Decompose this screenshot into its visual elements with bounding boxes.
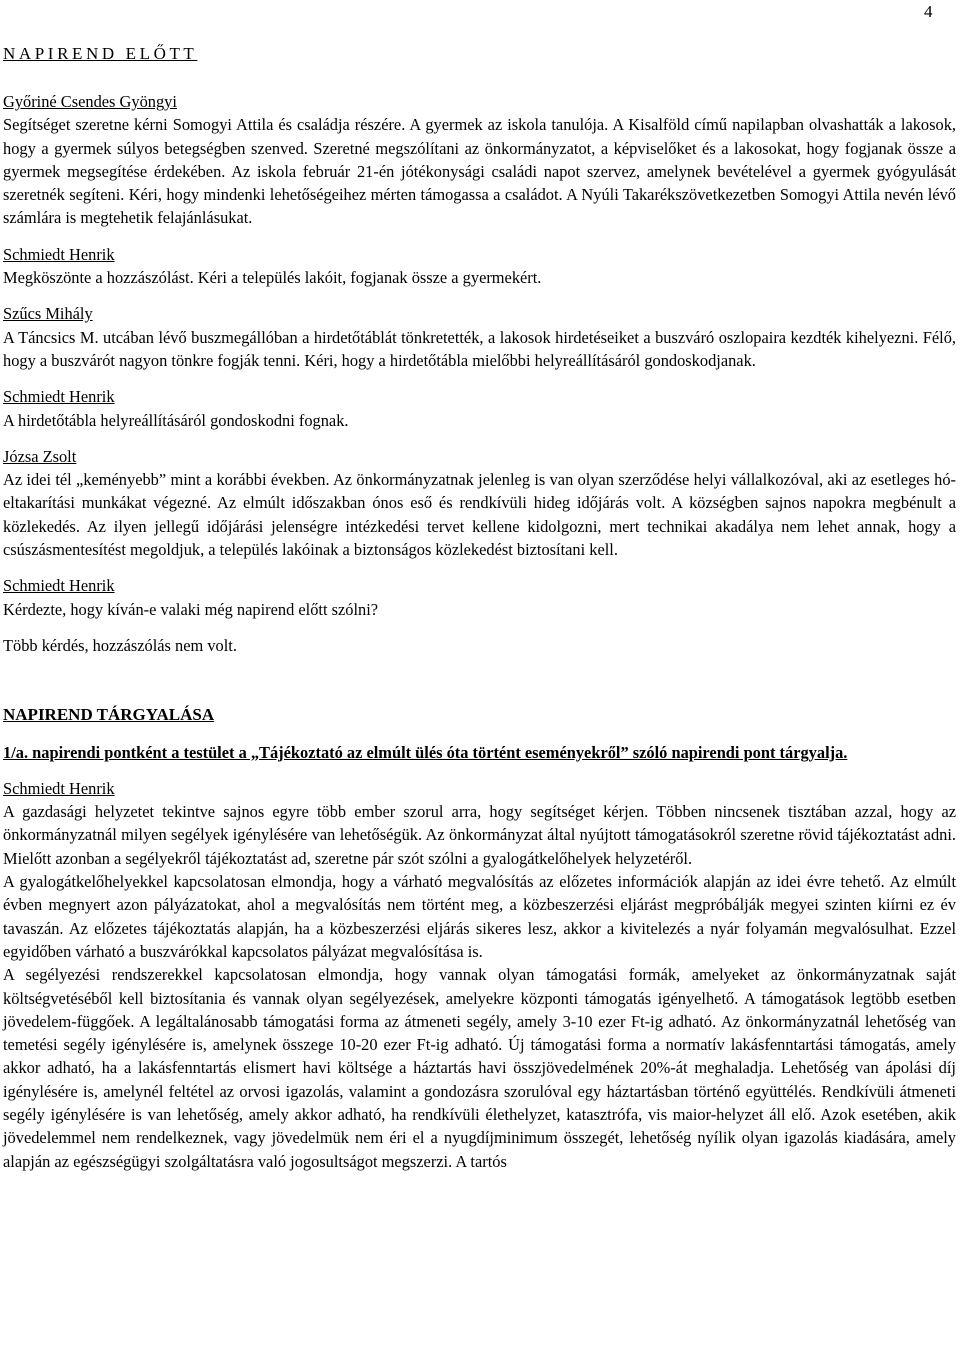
speaker-paragraph: A gazdasági helyzetet tekintve sajnos egyre több ember szorul arra, hogy segítséget kérjen. Többen nincsenek tisztában azzal, hogy az önkormányzatnál milyen segélyek igénylésére van lehetőségük. Az önkormányzat által nyújtott támogatásokról szeretne rövid tájékoztatást adni. Mielőtt azonban a segélyekről tájékoztatást ad, szeretne pár szót szólni a gyalogátkelőhelyek helyzetéről. xyxy=(3,802,956,868)
speaker-name: Schmiedt Henrik xyxy=(3,244,115,264)
agenda-item-title: 1/a. napirendi pontként a testület a „Tájékoztató az elmúlt ülés óta történt eseményekről” szóló napirendi pont tárgyalja. xyxy=(3,742,848,762)
speaker-block xyxy=(3,777,956,1173)
speaker-name: Schmiedt Henrik xyxy=(3,778,115,798)
speaker-text: A Táncsics M. utcában lévő buszmegállóban a hirdetőtáblát tönkretették, a lakosok hirdetéseiket a buszváró oszlopaira kezdték kihelyezni. Félő, hogy a buszvárót nagyon tönkre fogják tenni. Kéri, hogy a hirdetőtábla mielőbbi helyreállításáról gondoskodjanak. xyxy=(3,327,956,370)
speaker-name: Józsa Zsolt xyxy=(3,446,77,466)
speaker-block xyxy=(3,574,956,621)
speaker-block xyxy=(3,385,956,432)
speaker-text: Megköszönte a hozzászólást. Kéri a település lakóit, fogjanak össze a gyermekért. xyxy=(3,268,542,288)
speaker-block xyxy=(3,243,956,290)
closing-statement: Több kérdés, hozzászólás nem volt. xyxy=(3,635,237,655)
page-number: 4 xyxy=(924,2,933,21)
speaker-text: Kérdezte, hogy kíván-e valaki még napirend előtt szólni? xyxy=(3,599,379,619)
speaker-name: Győriné Csendes Gyöngyi xyxy=(3,92,177,111)
speaker-block xyxy=(3,302,956,372)
section-heading-napirend-targyalasa: NAPIREND TÁRGYALÁSA xyxy=(3,705,215,725)
speaker-text: Az idei tél „keményebb” mint a korábbi években. Az önkormányzatnak jelenleg is van olyan szerződése helyi vállalkozóval, aki az esetleges hó-eltakarítási munkákat végezné. Az elmúlt időszakban ónos eső és rendkívüli hideg időjárás volt. A községben sajnos napokra megbénult a közlekedés. Az ilyen jellegű időjárási jelenségre intézkedési tervet kellene kidolgozni, mert technikai akadálya nem lehet annak, hogy a csúszásmentesítést megoldjuk, a település lakóinak a biztonságos közlekedést biztosítani kell. xyxy=(3,470,956,560)
speaker-name: Schmiedt Henrik xyxy=(3,576,115,596)
speaker-paragraph: A gyalogátkelőhelyekkel kapcsolatosan elmondja, hogy a várható megvalósítás az előzetes információk alapján az idei évre tehető. Az elmúlt évben megnyert azon pályázatokat, ahol a megvalósítás nem történt meg, a közbeszerzési eljárást megpróbálják megyei szinten kiírni ez év tavaszán. Az előzetes tájékoztatás alapján, ha a közbeszerzési eljárás sikeres lesz, akkor a kivitelezés a nyár folyamán megvalósulhat. Ezzel egyidőben várható a buszvárókkal kapcsolatos pályázat megvalósítása is. xyxy=(3,872,956,961)
section-heading-napirend-elott: NAPIREND ELŐTT xyxy=(3,44,198,63)
speaker-text: Segítséget szeretne kérni Somogyi Attila és családja részére. A gyermek az iskola tanulója. A Kisalföld című napilapban olvashatták a lakosok, hogy a gyermek súlyos betegségben szenved. Szeretné megszólítani az önkormányzatot, a képviselőket és a lakosokat, hogy fogjanak össze a gyermek megsegítése érdekében. Az iskola február 21-én jótékonysági családi napot szervez, amelynek bevételével a gyermek gyógyulását szeretnék segíteni. Kéri, hogy mindenki lehetőségeihez mérten támogassa a családot. A Nyúli Takarékszövetkezetben Somogyi Attila nevén lévő számlára is megtehetik felajánlásukat. xyxy=(3,115,956,228)
document-body xyxy=(3,42,956,1173)
speaker-name: Szűcs Mihály xyxy=(3,304,93,324)
speaker-name: Schmiedt Henrik xyxy=(3,387,115,407)
speaker-block xyxy=(3,445,956,561)
speaker-block xyxy=(3,90,956,230)
speaker-paragraph: A segélyezési rendszerekkel kapcsolatosan elmondja, hogy vannak olyan támogatási formák, amelyeket az önkormányzatnak saját költségvetéséből kell biztosítania és vannak olyan segélyezések, amelyekre központi támogatás igényelhető. A támogatások legtöbb esetben jövedelem-függőek. A legáltalánosabb támogatási forma az átmeneti segély, amely 3-10 ezer Ft-ig adható. Az önkormányzatnál lehetőség van temetési segély igénylésére is, amelynek összege 10-20 ezer Ft-ig adható. Új támogatási forma a normatív lakásfenntartási támogatás, amely akkor adható, ha a lakásfenntartás elismert havi költsége a háztartás havi összjövedelmének 20%-át meghaladja. Lehetőség van ápolási díj igénylésére is, amelynél feltétel az orvosi igazolás, valamint a gondozásra szorulóval egy háztartásban történő együttélés. Rendkívüli átmeneti segély igénylésére is van lehetőség, amely akkor adható, ha rendkívüli élethelyzet, katasztrófa, vis maior-helyzet áll elő. Azok esetében, akik jövedelemmel nem rendelkeznek, vagy jövedelmük nem éri el a nyugdíjminimum összegét, lehetőség nyílik olyan igazolás kiadására, amely alapján az egészségügyi szolgáltatásra való jogosultságot megszerzi. A tartós xyxy=(3,965,956,1171)
speaker-text: A hirdetőtábla helyreállításáról gondoskodni fognak. xyxy=(3,410,349,430)
